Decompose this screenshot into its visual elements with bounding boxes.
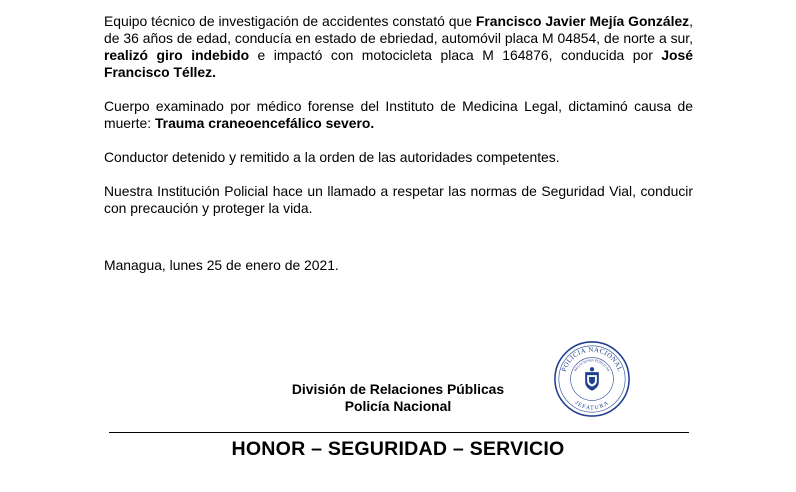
- paragraph-appeal: Nuestra Institución Policial hace un llamado a respetar las normas de Seguridad Vial, conducir con precaución y proteger la vida.: [104, 183, 693, 216]
- date-line: Managua, lunes 25 de enero de 2021.: [104, 257, 339, 273]
- seal-bottom-text: JEFATURA: [573, 400, 611, 412]
- footer-divider: [109, 432, 689, 433]
- text: Equipo técnico de investigación de accidentes constató que: [104, 13, 476, 29]
- text: , de 36 años de edad, conducía en estado de ebriedad, automóvil placa M 04854, de norte a sur,: [104, 13, 693, 46]
- seal-top-text: POLICIA NACIONAL: [560, 346, 624, 373]
- press-release-body: [104, 13, 693, 234]
- police-seal-logo: [553, 340, 631, 418]
- text: Cuerpo examinado por médico forense del Instituto de Medicina Legal, dictaminó causa de muerte:: [104, 98, 693, 131]
- signature-block: [240, 381, 556, 415]
- paragraph-incident: [104, 13, 693, 81]
- infraction: realizó giro indebido: [104, 47, 250, 63]
- paragraph-forensic: [104, 98, 693, 132]
- motto: HONOR – SEGURIDAD – SERVICIO: [231, 438, 565, 460]
- institution-name: Policía Nacional: [344, 398, 452, 414]
- paragraph-detention: Conductor detenido y remitido a la orden de las autoridades competentes.: [104, 149, 560, 165]
- badge-icon: [585, 367, 599, 391]
- text: e impactó con motocicleta placa M 164876, conducida por: [249, 47, 662, 63]
- cause-of-death: Trauma craneoencefálico severo.: [154, 115, 375, 131]
- motorcyclist-name: José Francisco Téllez.: [104, 47, 693, 80]
- seal-inner-text: RELACIONES PUBLICAS: [573, 358, 611, 373]
- division-name: División de Relaciones Públicas: [291, 381, 505, 397]
- driver-name: Francisco Javier Mejía González: [475, 13, 690, 29]
